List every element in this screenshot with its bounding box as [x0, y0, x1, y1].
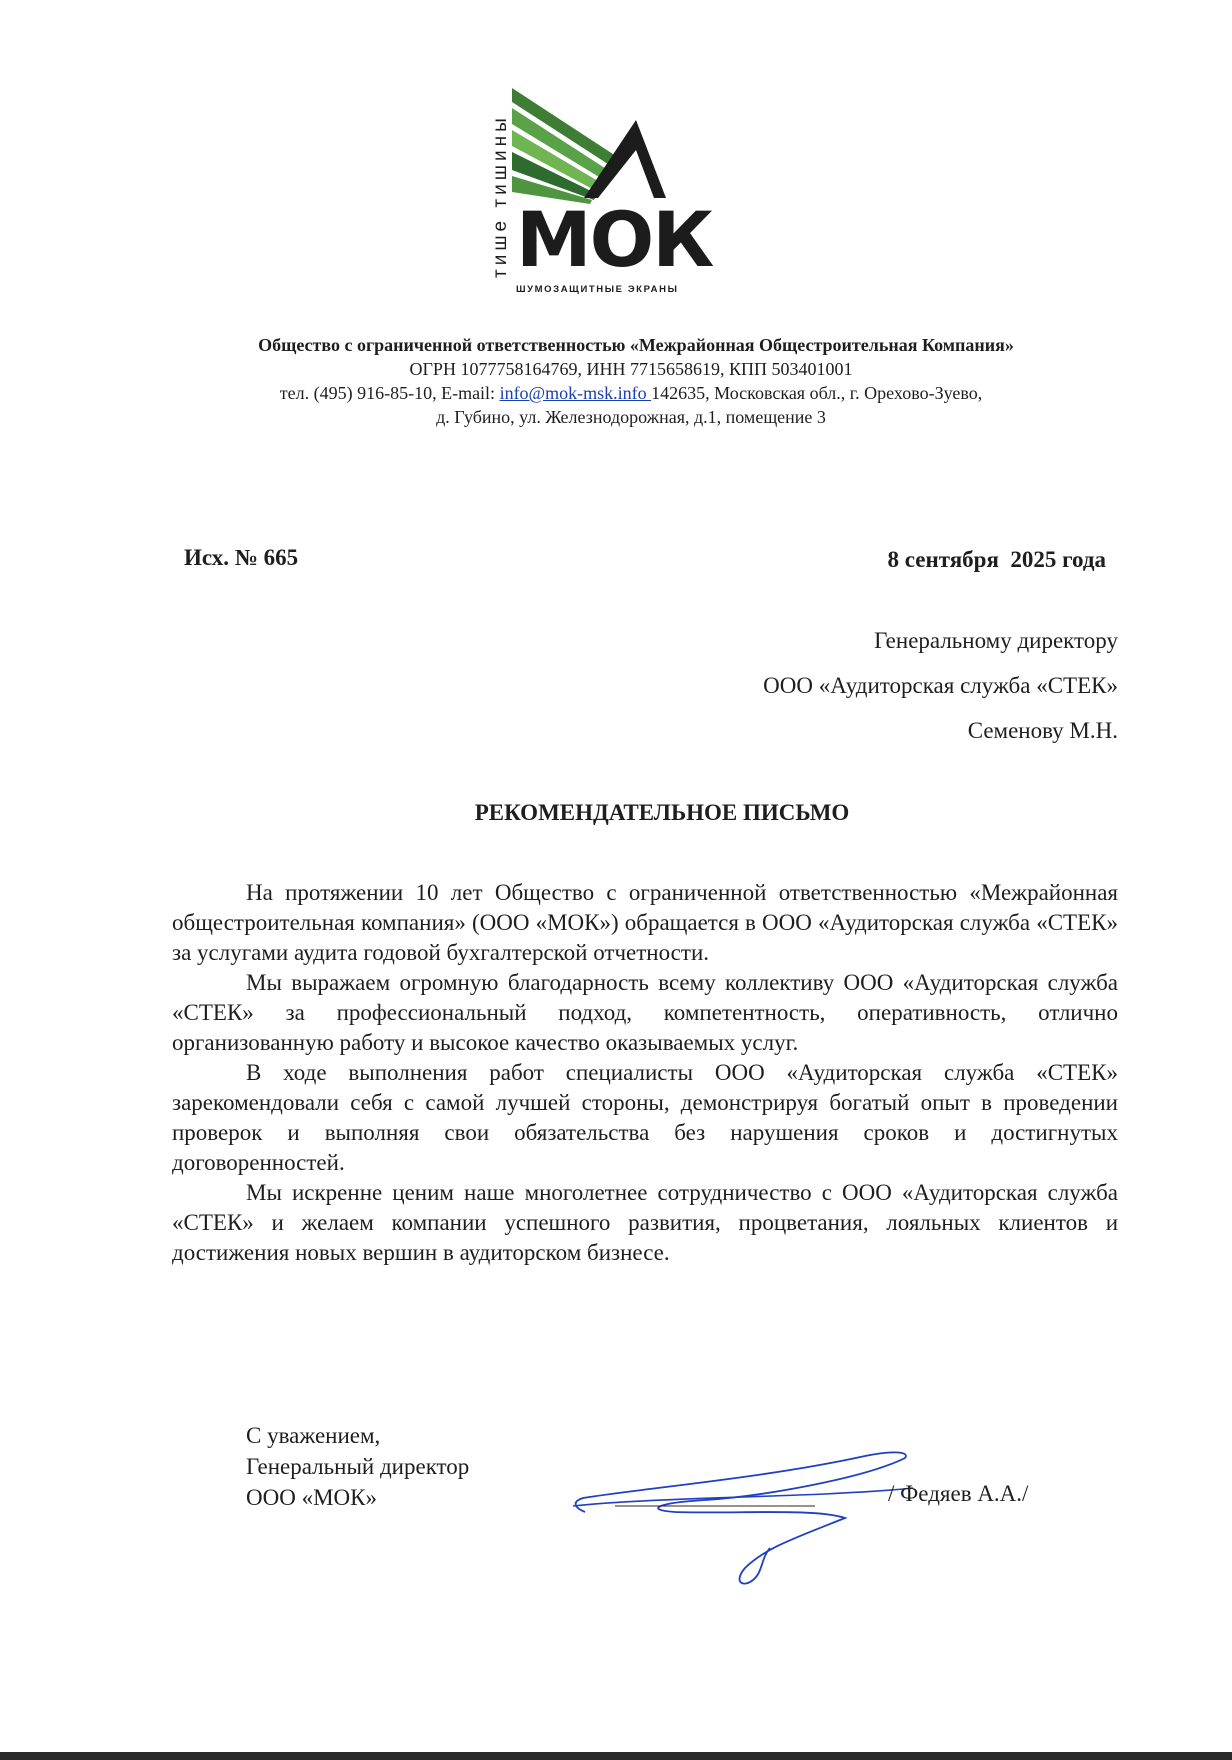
company-name: Общество с ограниченной ответственностью «Межрайонная Общестроительная Компания» — [258, 335, 1014, 355]
addressee-position: Генеральному директору — [874, 628, 1118, 653]
logo-tagline: ШУМОЗАЩИТНЫЕ ЭКРАНЫ — [516, 284, 679, 295]
company-header — [0, 333, 1232, 429]
closing-regards: С уважением, — [246, 1423, 381, 1448]
body-paragraph-4: Мы искренне ценим наше многолетнее сотрудничество с ООО «Аудиторская служба «СТЕК» и желаем компании успешного развития, процветания, лояльных клиентов и достижения новых вершин в аудиторском бизнесе. — [172, 1180, 1118, 1265]
company-registration: ОГРН 1077758164769, ИНН 7715658619, КПП 503401001 — [409, 359, 853, 379]
addressee-name: Семенову М.Н. — [967, 718, 1118, 743]
body-paragraph-3: В ходе выполнения работ специалисты ООО «Аудиторская служба «СТЕК» зарекомендовали себя с самой лучшей стороны, демонстрируя богатый опыт в проведении проверок и выполняя свои обязательства без нарушения сроков и достигнутых договоренностей. — [172, 1060, 1118, 1175]
addressee-company: ООО «Аудиторская служба «СТЕК» — [763, 673, 1118, 698]
contacts-suffix: 142635, Московская обл., г. Орехово-Зуево, — [651, 383, 983, 403]
outgoing-number: Исх. № 665 — [184, 545, 299, 570]
contacts-prefix: тел. (495) 916-85-10, E-mail: — [279, 383, 500, 403]
company-contacts — [30, 381, 1232, 405]
body-paragraph-1: На протяжении 10 лет Общество с ограниченной ответственностью «Межрайонная общестроительная компания» (ООО «МОК») обращается в ООО «Аудиторская служба «СТЕК» за услугами аудита годовой бухгалтерской отчетности. — [172, 880, 1118, 965]
closing-company: ООО «МОК» — [246, 1485, 377, 1510]
closing-position: Генеральный директор — [246, 1454, 470, 1479]
letter-body — [172, 878, 1118, 1268]
signer-name: / Федяев А.А./ — [888, 1481, 1029, 1506]
handwritten-signature — [565, 1448, 935, 1588]
mok-logo-graphic — [486, 86, 746, 301]
logo-vertical-text: тише тишины — [490, 114, 511, 278]
addressee-block — [763, 618, 1118, 753]
logo-mark: МОК — [516, 195, 713, 284]
scan-edge — [0, 1752, 1232, 1760]
company-logo — [486, 86, 746, 301]
company-address-line2: д. Губино, ул. Железнодорожная, д.1, помещение 3 — [436, 407, 826, 427]
document-title: РЕКОМЕНДАТЕЛЬНОЕ ПИСЬМО — [474, 800, 850, 825]
letter-date: 8 сентября 2025 года — [887, 547, 1106, 572]
email-link[interactable]: info@mok-msk.info — [499, 383, 652, 403]
body-paragraph-2: Мы выражаем огромную благодарность всему коллективу ООО «Аудиторская служба «СТЕК» за профессиональный подход, компетентность, оперативность, отлично организованную работу и высокое качество оказываемых услуг. — [172, 970, 1118, 1055]
closing-block — [246, 1420, 469, 1513]
